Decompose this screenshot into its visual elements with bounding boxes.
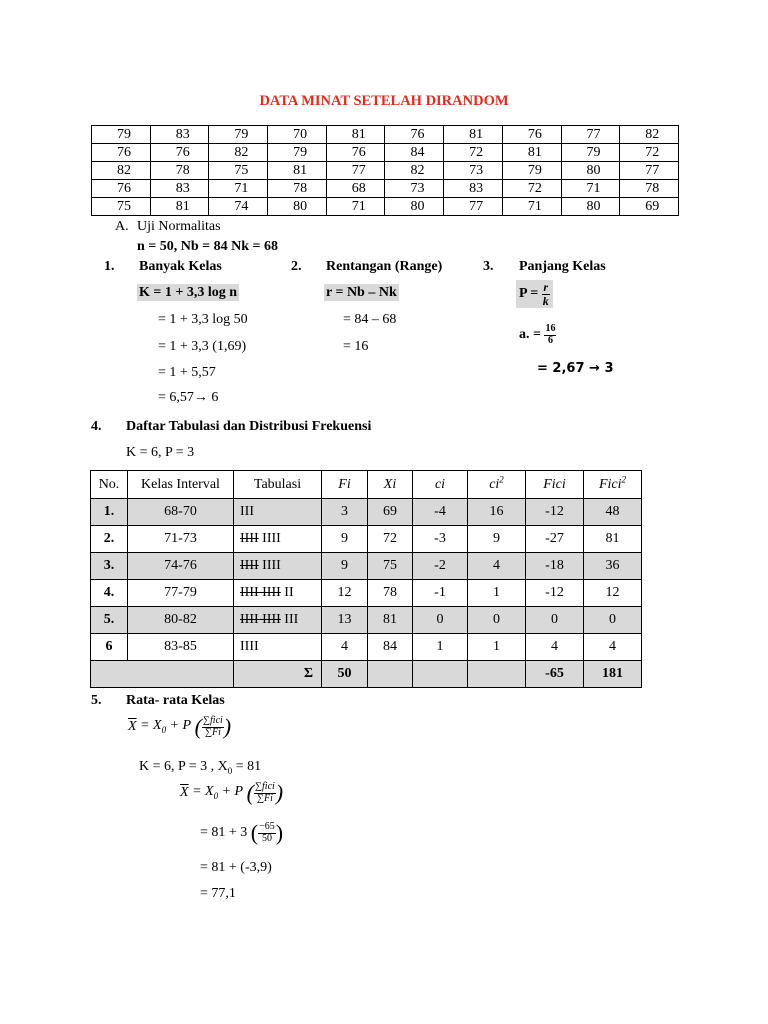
freq-cell-fi: 9 — [322, 553, 368, 580]
raw-data-cell: 75 — [92, 198, 151, 216]
raw-data-row — [92, 162, 679, 180]
freq-cell-ci: -4 — [413, 499, 468, 526]
freq-cell-no: 5. — [91, 607, 128, 634]
freq-cell-ci: -1 — [413, 580, 468, 607]
raw-data-cell: 83 — [150, 180, 209, 198]
raw-data-cell: 73 — [385, 180, 444, 198]
total-blank — [368, 661, 413, 688]
freq-cell-ci: 1 — [413, 634, 468, 661]
freq-cell-tally: III — [234, 499, 322, 526]
raw-data-cell: 80 — [268, 198, 327, 216]
raw-data-cell: 79 — [561, 144, 620, 162]
freq-table-row — [91, 499, 642, 526]
raw-data-row — [92, 198, 679, 216]
raw-data-cell: 81 — [150, 198, 209, 216]
freq-cell-xi: 78 — [368, 580, 413, 607]
total-blank — [91, 661, 234, 688]
raw-data-cell: 76 — [502, 126, 561, 144]
freq-cell-xi: 72 — [368, 526, 413, 553]
sigma-symbol: Σ — [234, 661, 322, 688]
freq-table-row — [91, 526, 642, 553]
freq-cell-fi: 12 — [322, 580, 368, 607]
freq-cell-fi: 4 — [322, 634, 368, 661]
frequency-table — [90, 470, 642, 688]
raw-data-cell: 76 — [385, 126, 444, 144]
raw-data-cell: 77 — [326, 162, 385, 180]
s3-a-line: a. = $\frac{16}{6}$ — [519, 323, 556, 346]
raw-data-cell: 71 — [209, 180, 268, 198]
raw-data-cell: 77 — [561, 126, 620, 144]
raw-data-cell: 81 — [444, 126, 503, 144]
s5-params: K = 6, P = 3 , $X_0 = 81$ — [139, 759, 262, 776]
freq-total-row — [91, 661, 642, 688]
freq-cell-tally: IIII IIII II — [234, 580, 322, 607]
s2-formula: r = Nb – Nk — [326, 285, 397, 300]
raw-data-cell: 78 — [268, 180, 327, 198]
total-fici2: 181 — [584, 661, 642, 688]
mean-calc-2: = 81 + (-3,9) — [200, 860, 272, 875]
freq-cell-interval: 68-70 — [128, 499, 234, 526]
raw-data-cell: 71 — [502, 198, 561, 216]
freq-cell-interval: 77-79 — [128, 580, 234, 607]
freq-cell-ci2: 9 — [468, 526, 526, 553]
freq-header-cell: Fici$^2$ — [584, 471, 642, 499]
freq-header-cell: Kelas Interval — [128, 471, 234, 499]
s1-step-4: = 6,57→ 6 — [158, 390, 219, 405]
raw-data-cell: 76 — [92, 144, 151, 162]
freq-cell-xi: 84 — [368, 634, 413, 661]
section-a-title: Uji Normalitas — [137, 219, 221, 234]
freq-cell-fici2: 48 — [584, 499, 642, 526]
freq-cell-no: 6 — [91, 634, 128, 661]
freq-cell-fici: -12 — [526, 580, 584, 607]
raw-data-row — [92, 180, 679, 198]
freq-table-row — [91, 553, 642, 580]
raw-data-cell: 77 — [444, 198, 503, 216]
freq-cell-fici2: 4 — [584, 634, 642, 661]
freq-cell-ci2: 1 — [468, 580, 526, 607]
freq-cell-interval: 74-76 — [128, 553, 234, 580]
freq-cell-fici: 0 — [526, 607, 584, 634]
freq-cell-no: 1. — [91, 499, 128, 526]
freq-cell-fici: -12 — [526, 499, 584, 526]
freq-cell-ci2: 16 — [468, 499, 526, 526]
freq-cell-tally: IIII IIII III — [234, 607, 322, 634]
total-blank — [468, 661, 526, 688]
s4-title: Daftar Tabulasi dan Distribusi Frekuensi — [126, 419, 372, 434]
freq-cell-interval: 83-85 — [128, 634, 234, 661]
total-fi: 50 — [322, 661, 368, 688]
raw-data-cell: 76 — [92, 180, 151, 198]
mean-formula-repeat: $\overline{X} = X_0 + P$ ( $\frac{\text{∑fici}}{\sum Fi}$ ) — [180, 780, 284, 805]
mean-calc-3: = 77,1 — [200, 886, 236, 901]
freq-header-cell: Xi — [368, 471, 413, 499]
raw-data-row — [92, 144, 679, 162]
mean-calc-1: = 81 + 3 ( $\frac{-65}{50}$ ) — [200, 820, 284, 845]
arrow-icon: → — [193, 390, 208, 405]
raw-data-cell: 82 — [620, 126, 679, 144]
raw-data-cell: 79 — [92, 126, 151, 144]
raw-data-cell: 80 — [561, 198, 620, 216]
freq-cell-fi: 13 — [322, 607, 368, 634]
raw-data-cell: 78 — [150, 162, 209, 180]
freq-header-cell: No. — [91, 471, 128, 499]
freq-table-row — [91, 607, 642, 634]
freq-cell-fici: 4 — [526, 634, 584, 661]
raw-data-cell: 77 — [620, 162, 679, 180]
raw-data-cell: 72 — [502, 180, 561, 198]
raw-data-cell: 78 — [620, 180, 679, 198]
freq-cell-ci2: 0 — [468, 607, 526, 634]
normality-params: n = 50, Nb = 84 Nk = 68 — [137, 239, 279, 254]
raw-data-cell: 71 — [326, 198, 385, 216]
raw-data-cell: 76 — [150, 144, 209, 162]
raw-data-cell: 79 — [502, 162, 561, 180]
total-fici: -65 — [526, 661, 584, 688]
s1-step-3: = 1 + 5,57 — [158, 365, 216, 380]
freq-cell-fici: -18 — [526, 553, 584, 580]
raw-data-cell: 83 — [150, 126, 209, 144]
raw-data-cell: 79 — [268, 144, 327, 162]
s3-title: Panjang Kelas — [519, 259, 606, 274]
raw-data-cell: 82 — [385, 162, 444, 180]
raw-data-cell: 73 — [444, 162, 503, 180]
s2-number: 2. — [291, 259, 302, 274]
freq-table-row — [91, 634, 642, 661]
s1-title: Banyak Kelas — [139, 259, 222, 274]
freq-cell-interval: 80-82 — [128, 607, 234, 634]
raw-data-row — [92, 126, 679, 144]
raw-data-cell: 80 — [561, 162, 620, 180]
raw-data-cell: 81 — [502, 144, 561, 162]
freq-cell-ci2: 4 — [468, 553, 526, 580]
raw-data-cell: 79 — [209, 126, 268, 144]
freq-header-cell: Fi — [322, 471, 368, 499]
raw-data-cell: 74 — [209, 198, 268, 216]
freq-header-cell: $ci^2$ — [468, 471, 526, 499]
s1-formula: K = 1 + 3,3 log n — [139, 285, 238, 300]
raw-data-cell: 75 — [209, 162, 268, 180]
s3-result: = 2,67 → 3 — [537, 361, 614, 376]
s1-step-1: = 1 + 3,3 log 50 — [158, 312, 248, 327]
freq-cell-tally: IIII — [234, 634, 322, 661]
freq-cell-no: 4. — [91, 580, 128, 607]
freq-cell-fici2: 0 — [584, 607, 642, 634]
freq-cell-ci: 0 — [413, 607, 468, 634]
freq-cell-fi: 9 — [322, 526, 368, 553]
freq-cell-xi: 69 — [368, 499, 413, 526]
section-a-label: A. — [115, 219, 129, 234]
freq-cell-interval: 71-73 — [128, 526, 234, 553]
freq-header-cell: Fici — [526, 471, 584, 499]
freq-header-cell: Tabulasi — [234, 471, 322, 499]
total-blank — [413, 661, 468, 688]
s5-title: Rata- rata Kelas — [126, 693, 225, 708]
mean-formula: $\overline{X} = X_0 + P$ ( $\frac{\text{∑fici}}{\sum Fi}$ ) — [128, 714, 232, 739]
raw-data-cell: 71 — [561, 180, 620, 198]
freq-cell-no: 2. — [91, 526, 128, 553]
raw-data-cell: 68 — [326, 180, 385, 198]
s4-number: 4. — [91, 419, 102, 434]
raw-data-table — [91, 125, 679, 216]
freq-cell-fici2: 36 — [584, 553, 642, 580]
raw-data-cell: 82 — [92, 162, 151, 180]
freq-cell-ci: -3 — [413, 526, 468, 553]
freq-table-row — [91, 580, 642, 607]
s2-step-1: = 84 – 68 — [343, 312, 397, 327]
s5-number: 5. — [91, 693, 102, 708]
freq-cell-fici2: 12 — [584, 580, 642, 607]
s2-title: Rentangan (Range) — [326, 259, 443, 274]
freq-cell-fi: 3 — [322, 499, 368, 526]
freq-cell-xi: 75 — [368, 553, 413, 580]
freq-cell-no: 3. — [91, 553, 128, 580]
s2-step-2: = 16 — [343, 339, 369, 354]
freq-cell-fici2: 81 — [584, 526, 642, 553]
s3-formula: P = $\frac{r}{k}$ — [516, 280, 553, 308]
freq-cell-xi: 81 — [368, 607, 413, 634]
s3-number: 3. — [483, 259, 494, 274]
freq-cell-ci2: 1 — [468, 634, 526, 661]
raw-data-cell: 70 — [268, 126, 327, 144]
freq-cell-tally: IIII IIII — [234, 526, 322, 553]
raw-data-cell: 83 — [444, 180, 503, 198]
s4-params: K = 6, P = 3 — [126, 445, 195, 460]
raw-data-cell: 80 — [385, 198, 444, 216]
raw-data-cell: 69 — [620, 198, 679, 216]
freq-cell-tally: IIII IIII — [234, 553, 322, 580]
s1-step-2: = 1 + 3,3 (1,69) — [158, 339, 247, 354]
raw-data-cell: 76 — [326, 144, 385, 162]
raw-data-cell: 84 — [385, 144, 444, 162]
freq-header-cell: ci — [413, 471, 468, 499]
raw-data-cell: 72 — [444, 144, 503, 162]
freq-cell-fici: -27 — [526, 526, 584, 553]
raw-data-cell: 81 — [326, 126, 385, 144]
page-title: DATA MINAT SETELAH DIRANDOM — [259, 93, 509, 109]
raw-data-cell: 81 — [268, 162, 327, 180]
raw-data-cell: 72 — [620, 144, 679, 162]
freq-cell-ci: -2 — [413, 553, 468, 580]
s1-number: 1. — [104, 259, 115, 274]
raw-data-cell: 82 — [209, 144, 268, 162]
